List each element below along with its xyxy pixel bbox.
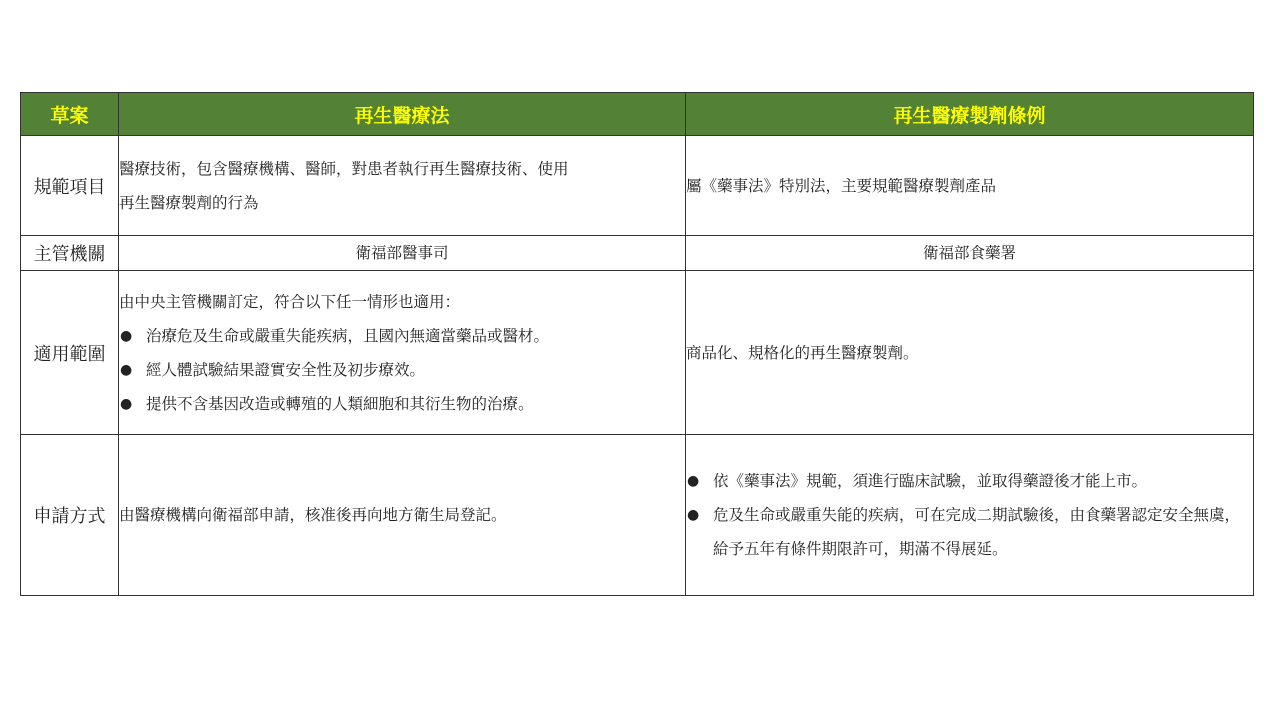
table-row-application bbox=[21, 435, 1254, 596]
bullet-icon: ● bbox=[687, 473, 700, 489]
list-item bbox=[686, 498, 1253, 566]
cell-application-act bbox=[686, 435, 1254, 596]
bullet-icon: ● bbox=[120, 327, 133, 344]
cell-application-law: 由醫療機構向衛福部申請，核准後再向地方衛生局登記。 bbox=[119, 435, 686, 596]
cell-line: 醫療技術，包含醫療機構、醫師，對患者執行再生醫療技術、使用 bbox=[119, 159, 569, 178]
cell-scope-act: 屬《藥事法》特別法，主要規範醫療製劑產品 bbox=[686, 136, 1254, 236]
list-item-text: 提供不含基因改造或轉殖的人類細胞和其衍生物的治療。 bbox=[146, 394, 534, 413]
list-item bbox=[119, 319, 685, 353]
application-bullet-list bbox=[686, 464, 1253, 566]
list-item-text: 危及生命或嚴重失能的疾病，可在完成二期試驗後，由食藥署認定安全無虞，給予五年有條件期限許可，期滿不得展延。 bbox=[713, 506, 1241, 558]
bullet-icon: ● bbox=[120, 395, 133, 412]
row-label-scope: 規範項目 bbox=[21, 136, 119, 236]
table-row-applicability bbox=[21, 271, 1254, 435]
list-item bbox=[686, 464, 1253, 498]
bullet-icon: ● bbox=[120, 361, 133, 378]
bullet-icon: ● bbox=[687, 507, 700, 523]
applicability-intro: 由中央主管機關訂定，符合以下任一情形也適用： bbox=[119, 292, 461, 311]
row-label-application: 申請方式 bbox=[21, 435, 119, 596]
list-item-text: 經人體試驗結果證實安全性及初步療效。 bbox=[146, 360, 426, 379]
cell-scope-law bbox=[119, 136, 686, 236]
header-regenerative-medicine-preparations-act: 再生醫療製劑條例 bbox=[686, 93, 1254, 136]
row-label-authority: 主管機關 bbox=[21, 236, 119, 271]
comparison-table bbox=[20, 92, 1254, 596]
list-item-text: 治療危及生命或嚴重失能疾病，且國內無適當藥品或醫材。 bbox=[146, 326, 550, 345]
header-row bbox=[21, 93, 1254, 136]
cell-applicability-law bbox=[119, 271, 686, 435]
list-item bbox=[119, 387, 685, 421]
table-row-scope bbox=[21, 136, 1254, 236]
header-draft: 草案 bbox=[21, 93, 119, 136]
header-regenerative-medicine-law: 再生醫療法 bbox=[119, 93, 686, 136]
list-item-text: 依《藥事法》規範，須進行臨床試驗，並取得藥證後才能上市。 bbox=[713, 472, 1148, 490]
cell-authority-law: 衛福部醫事司 bbox=[119, 236, 686, 271]
cell-authority-act: 衛福部食藥署 bbox=[686, 236, 1254, 271]
cell-line: 再生醫療製劑的行為 bbox=[119, 193, 259, 212]
cell-applicability-act: 商品化、規格化的再生醫療製劑。 bbox=[686, 271, 1254, 435]
list-item bbox=[119, 353, 685, 387]
applicability-bullet-list bbox=[119, 319, 685, 421]
row-label-applicability: 適用範圍 bbox=[21, 271, 119, 435]
table-row-authority bbox=[21, 236, 1254, 271]
